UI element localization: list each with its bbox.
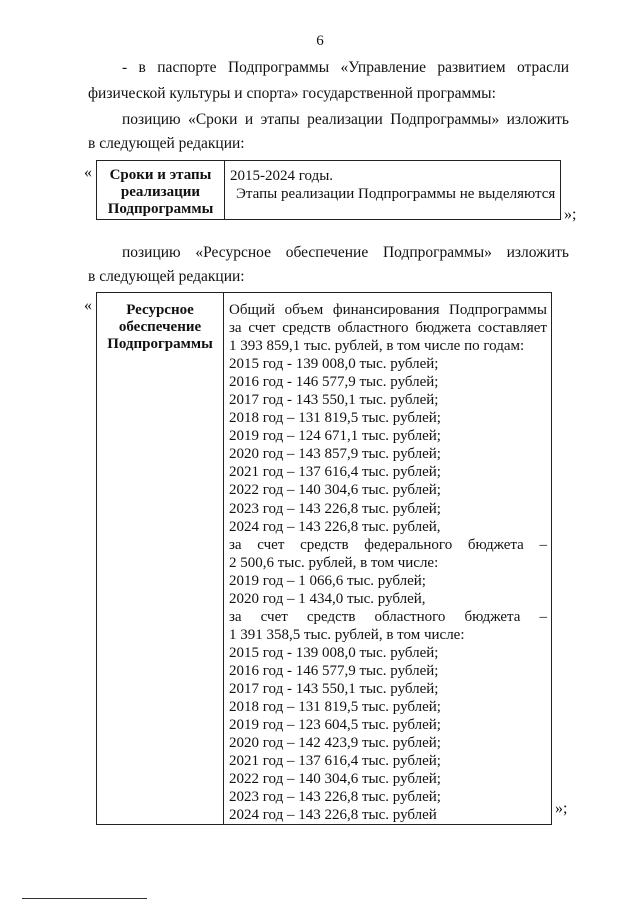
footnote-separator [22,898,147,899]
table2-open-quote: « [84,297,92,314]
value-line: 2023 год – 143 226,8 тыс. рублей; [229,789,441,806]
value-line: за счет средств областного бюджета составляет [229,320,547,337]
timing-stages-label [97,161,225,220]
value-line: 2019 год – 124 671,1 тыс. рублей; [229,428,441,445]
intro-line-2: физической культуры и спорта» государственной программы: [88,85,496,102]
label-line: Подпрограммы [107,336,213,352]
value-line: за счет средств областного бюджета – [229,608,547,625]
value-line: 2015 год - 139 008,0 тыс. рублей; [229,356,439,373]
label-line: Ресурсное [126,302,194,318]
middle-line-1: позицию «Ресурсное обеспечение Подпрограммы» изложить [122,244,569,261]
value-line: Общий объем финансирования Подпрограммы [229,302,547,318]
value-line: 1 391 358,5 тыс. рублей, в том числе: [229,626,465,643]
label-line: Подпрограммы [107,201,214,217]
intro-line-3: позицию «Сроки и этапы реализации Подпрограммы» изложить [122,111,569,128]
label-line: обеспечение [118,319,202,335]
value-line: 2018 год – 131 819,5 тыс. рублей; [229,410,441,427]
table1-open-quote: « [84,164,92,181]
resource-provision-value [224,293,552,825]
value-line: 2023 год – 143 226,8 тыс. рублей; [229,500,441,517]
table1-close-quote: »; [564,206,577,223]
value-line: 2024 год – 143 226,8 тыс. рублей [229,807,437,824]
resource-provision-table [96,292,552,825]
value-line: 2019 год – 1 066,6 тыс. рублей; [229,572,426,589]
table2-close-quote: »; [555,800,568,817]
label-line: реализации [120,184,201,200]
value-line: 2022 год – 140 304,6 тыс. рублей; [229,482,441,499]
value-line: 2015 год - 139 008,0 тыс. рублей; [229,644,439,661]
intro-line-4: в следующей редакции: [88,135,245,152]
value-line: 2019 год – 123 604,5 тыс. рублей; [229,717,441,734]
intro-line-1: - в паспорте Подпрограммы «Управление развитием отрасли [122,59,569,76]
timing-stages-value [225,161,561,220]
value-line: 2 500,6 тыс. рублей, в том числе: [229,554,439,571]
value-line: 2024 год – 143 226,8 тыс. рублей, [229,518,441,535]
value-line: 2017 год - 143 550,1 тыс. рублей; [229,680,439,697]
middle-line-2: в следующей редакции: [88,268,245,285]
value-line: 2021 год – 137 616,4 тыс. рублей; [229,753,441,770]
page-number: 6 [316,33,324,49]
value-line: за счет средств федерального бюджета – [229,536,547,553]
value-line: Этапы реализации Подпрограммы не выделяются [236,186,556,203]
label-line: Сроки и этапы [109,167,212,183]
resource-provision-label [97,293,224,825]
timing-stages-table [96,160,561,220]
value-line: 2017 год - 143 550,1 тыс. рублей; [229,392,439,409]
value-line: 2016 год - 146 577,9 тыс. рублей; [229,374,439,391]
value-line: 2016 год - 146 577,9 тыс. рублей; [229,662,439,679]
value-line: 2018 год – 131 819,5 тыс. рублей; [229,699,441,716]
value-line: 2015-2024 годы. [230,168,334,184]
value-line: 2022 год – 140 304,6 тыс. рублей; [229,771,441,788]
value-line: 2020 год – 1 434,0 тыс. рублей, [229,590,426,607]
value-line: 2020 год – 142 423,9 тыс. рублей; [229,735,441,752]
value-line: 1 393 859,1 тыс. рублей, в том числе по годам: [229,338,525,355]
value-line: 2020 год – 143 857,9 тыс. рублей; [229,446,441,463]
value-line: 2021 год – 137 616,4 тыс. рублей; [229,464,441,481]
